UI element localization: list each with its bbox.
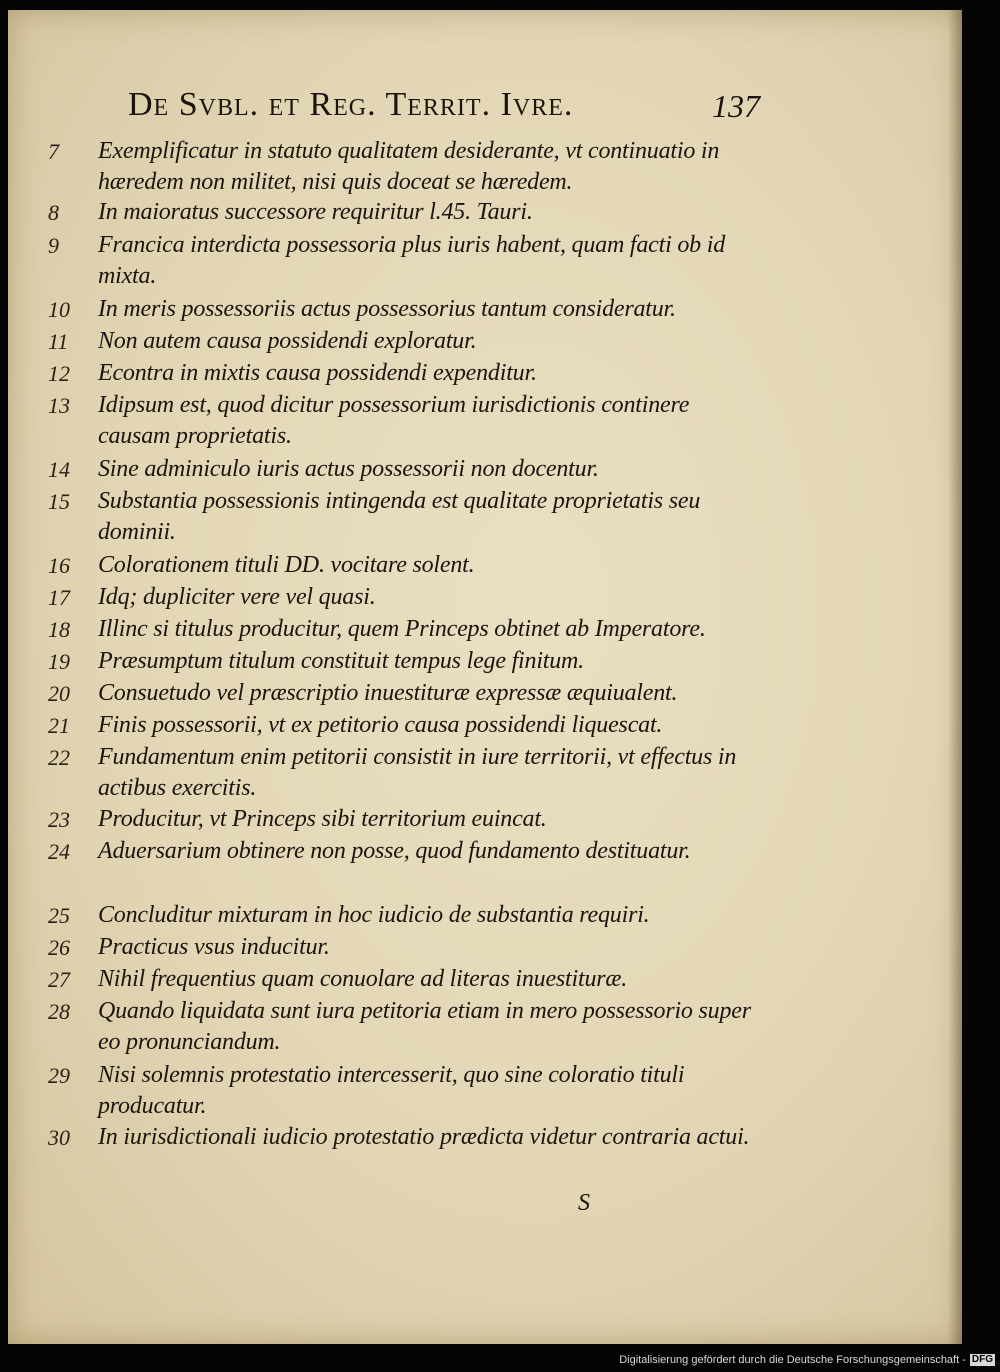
entry-number: 29: [48, 1063, 70, 1088]
entry-text: Practicus vsus inducitur.: [98, 934, 330, 960]
entry-number: 11: [48, 329, 69, 354]
entry-text: Producitur, vt Princeps sibi territorium euincat.: [98, 806, 547, 832]
entry-text: Colorationem tituli DD. vocitare solent.: [98, 552, 475, 578]
entry-number: 25: [48, 903, 70, 928]
entry-number: 10: [48, 297, 70, 322]
book-page: [8, 10, 962, 1344]
entry-text: Illinc si titulus producitur, quem Princeps obtinet ab Imperatore.: [98, 616, 706, 642]
entry-text: Francica interdicta possessoria plus iuris habent, quam facti ob id mixta.: [98, 232, 726, 289]
entry-text: Finis possessorii, vt ex petitorio causa possidendi liquescat.: [98, 712, 663, 738]
entry-number: 20: [48, 681, 70, 706]
page-number: 137: [712, 88, 760, 124]
entry-text: Non autem causa possidendi exploratur.: [98, 328, 477, 354]
summary-list: [8, 10, 962, 1344]
entry-number: 12: [48, 361, 70, 386]
entry-text: Substantia possessionis intingenda est qualitate proprietatis seu dominii.: [98, 488, 701, 545]
entry-number: 21: [48, 713, 70, 738]
entry-number: 27: [48, 967, 70, 992]
signature-mark: S: [578, 1190, 590, 1216]
entry-number: 22: [48, 745, 70, 770]
entry-number: 7: [48, 139, 59, 164]
entry-number: 30: [48, 1125, 70, 1150]
entry-text: Exemplificatur in statuto qualitatem desiderante, vt continuatio in hæredem non militet, nisi quis doceat se hæredem.: [98, 138, 720, 195]
entry-number: 9: [48, 233, 59, 258]
entry-text: Idipsum est, quod dicitur possessorium iurisdictionis continere causam proprietatis.: [98, 392, 690, 449]
entry-text: In iurisdictionali iudicio protestatio prædicta videtur contraria actui.: [98, 1124, 750, 1150]
entry-text: Consuetudo vel præscriptio inuestituræ expressæ æquiualent.: [98, 680, 678, 706]
entry-number: 13: [48, 393, 70, 418]
entry-text: Fundamentum enim petitorii consistit in iure territorii, vt effectus in actibus exercitis.: [98, 744, 737, 801]
credit-text: Digitalisierung gefördert durch die Deutsche Forschungsgemeinschaft -: [619, 1354, 966, 1366]
entry-number: 8: [48, 200, 59, 225]
entry-number: 14: [48, 457, 70, 482]
entry-text: Econtra in mixtis causa possidendi expenditur.: [98, 360, 537, 386]
entry-number: 17: [48, 585, 70, 610]
digitization-credit: [600, 1354, 995, 1370]
entry-number: 18: [48, 617, 70, 642]
entry-text: Concluditur mixturam in hoc iudicio de substantia requiri.: [98, 902, 650, 928]
entry-text: Quando liquidata sunt iura petitoria etiam in mero possessorio super eo pronunciandum.: [98, 998, 751, 1055]
entry-text: Nisi solemnis protestatio intercesserit, quo sine coloratio tituli producatur.: [98, 1062, 685, 1119]
entry-text: Sine adminiculo iuris actus possessorii non docentur.: [98, 456, 599, 482]
entry-number: 19: [48, 649, 70, 674]
entry-text: Nihil frequentius quam conuolare ad literas inuestituræ.: [98, 966, 628, 992]
entry-number: 24: [48, 839, 70, 864]
entry-number: 23: [48, 807, 70, 832]
entry-text: Præsumptum titulum constituit tempus lege finitum.: [98, 648, 584, 674]
entry-number: 15: [48, 489, 70, 514]
entry-number: 28: [48, 999, 70, 1024]
entry-number: 16: [48, 553, 70, 578]
entry-text: In meris possessoriis actus possessorius tantum consideratur.: [98, 296, 676, 322]
dfg-logo: DFG: [971, 1354, 993, 1366]
entry-text: In maioratus successore requiritur l.45. Tauri.: [98, 199, 533, 225]
entry-text: Idq; dupliciter vere vel quasi.: [98, 584, 376, 610]
entry-number: 26: [48, 935, 70, 960]
running-title: De Svbl. et Reg. Territ. Ivre.: [128, 86, 574, 123]
entry-text: Aduersarium obtinere non posse, quod fundamento destituatur.: [98, 838, 691, 864]
